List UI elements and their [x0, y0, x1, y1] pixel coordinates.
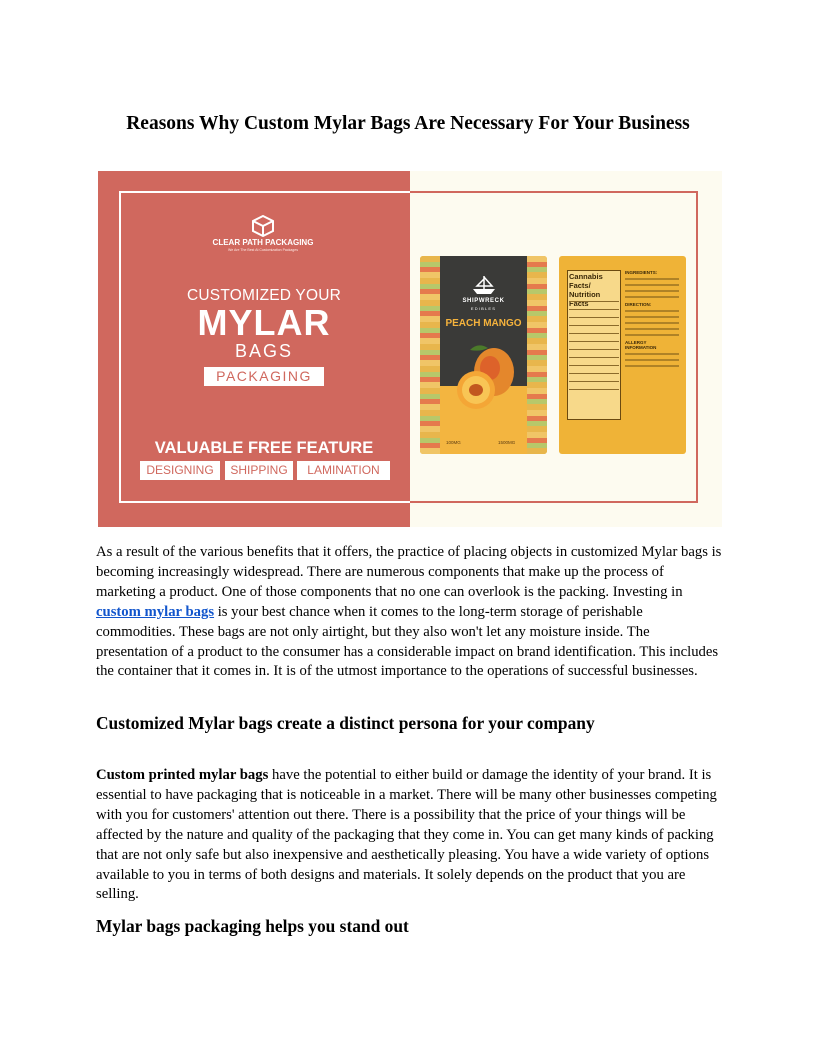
- banner-image: [98, 171, 722, 527]
- paragraph-persona-lead: Custom printed mylar bags: [96, 767, 269, 783]
- bag-flavor: PEACH MANGO: [445, 318, 522, 329]
- candy-pattern: [420, 256, 440, 454]
- service-lamination: LAMINATION: [297, 461, 390, 480]
- paragraph-persona: [96, 766, 722, 905]
- bag-dosage-right: 1500MG: [498, 440, 516, 445]
- logo-tagline: We Are The Best At Customization Packages: [228, 248, 298, 252]
- custom-mylar-bags-link[interactable]: custom mylar bags: [96, 603, 215, 620]
- ship-logo-icon: [470, 274, 498, 296]
- facts-title: Cannabis Facts/ Nutrition Facts: [569, 272, 603, 308]
- section-heading-stand-out: Mylar bags packaging helps you stand out: [96, 916, 409, 936]
- service-shipping: SHIPPING: [225, 461, 293, 480]
- paragraph-intro-text-cont: is your best chance when it comes to the long-term storage of perishable commodities. These bags are not only airtight, but they also won't let any moisture inside. The presentation of a product to the consumer has a considerable impact on brand identification. This includes the container that it comes in. It is of the utmost importance to the operations of successful businesses.: [96, 603, 719, 680]
- candy-pattern: [527, 256, 547, 454]
- section-heading-persona: Customized Mylar bags create a distinct persona for your company: [96, 713, 595, 733]
- bag-brand-sub: EDIBLES: [470, 306, 497, 311]
- page-title: Reasons Why Custom Mylar Bags Are Necessary For Your Business: [126, 113, 690, 134]
- bag-dosage-left: 100MG: [446, 440, 461, 445]
- banner-packaging-label: PACKAGING: [204, 367, 324, 386]
- ingredients-label: INGREDIENTS:: [625, 270, 658, 275]
- bag-brand: SHIPWRECK: [462, 298, 505, 304]
- facts-rows: [569, 294, 619, 390]
- paragraph-intro: [96, 543, 722, 682]
- directions-label: DIRECTION:: [625, 302, 652, 307]
- service-designing: DESIGNING: [140, 461, 220, 480]
- banner-line-mylar: MYLAR: [197, 302, 331, 343]
- ingredients-block: [625, 270, 679, 420]
- allergy-label: ALLERGY INFORMATION: [625, 340, 657, 350]
- peach-mango-fruit-icon: [448, 342, 520, 412]
- banner-line-customized: CUSTOMIZED YOUR: [187, 287, 341, 304]
- cube-logo-icon: [251, 215, 275, 237]
- mylar-bag-front: [420, 256, 547, 454]
- paragraph-intro-text: As a result of the various benefits that it offers, the practice of placing objects in customized Mylar bags is becoming increasingly widespread. There are numerous components that make up the process of marketing a product. One of those components that no one can overlook is the packing. Investing in: [96, 544, 722, 600]
- mylar-bag-back: [559, 256, 686, 454]
- logo-name: CLEAR PATH PACKAGING: [212, 238, 314, 247]
- paragraph-persona-text: have the potential to either build or damage the identity of your brand. It is essential to have packaging that is noticeable in a market. There will be many other businesses competing with you for customers' attention out there. There is a possibility that the price of your things will be affected by the nature and quality of the packaging that they come in. You can get many kinds of packing that are not only safe but also inexpensive and aesthetically pleasing. You have a wide variety of options available to you in terms of both designs and materials. It solely depends on the product that you are selling.: [96, 767, 717, 903]
- banner-feature-heading: VALUABLE FREE FEATURE: [154, 439, 374, 457]
- banner-line-bags: BAGS: [234, 341, 294, 361]
